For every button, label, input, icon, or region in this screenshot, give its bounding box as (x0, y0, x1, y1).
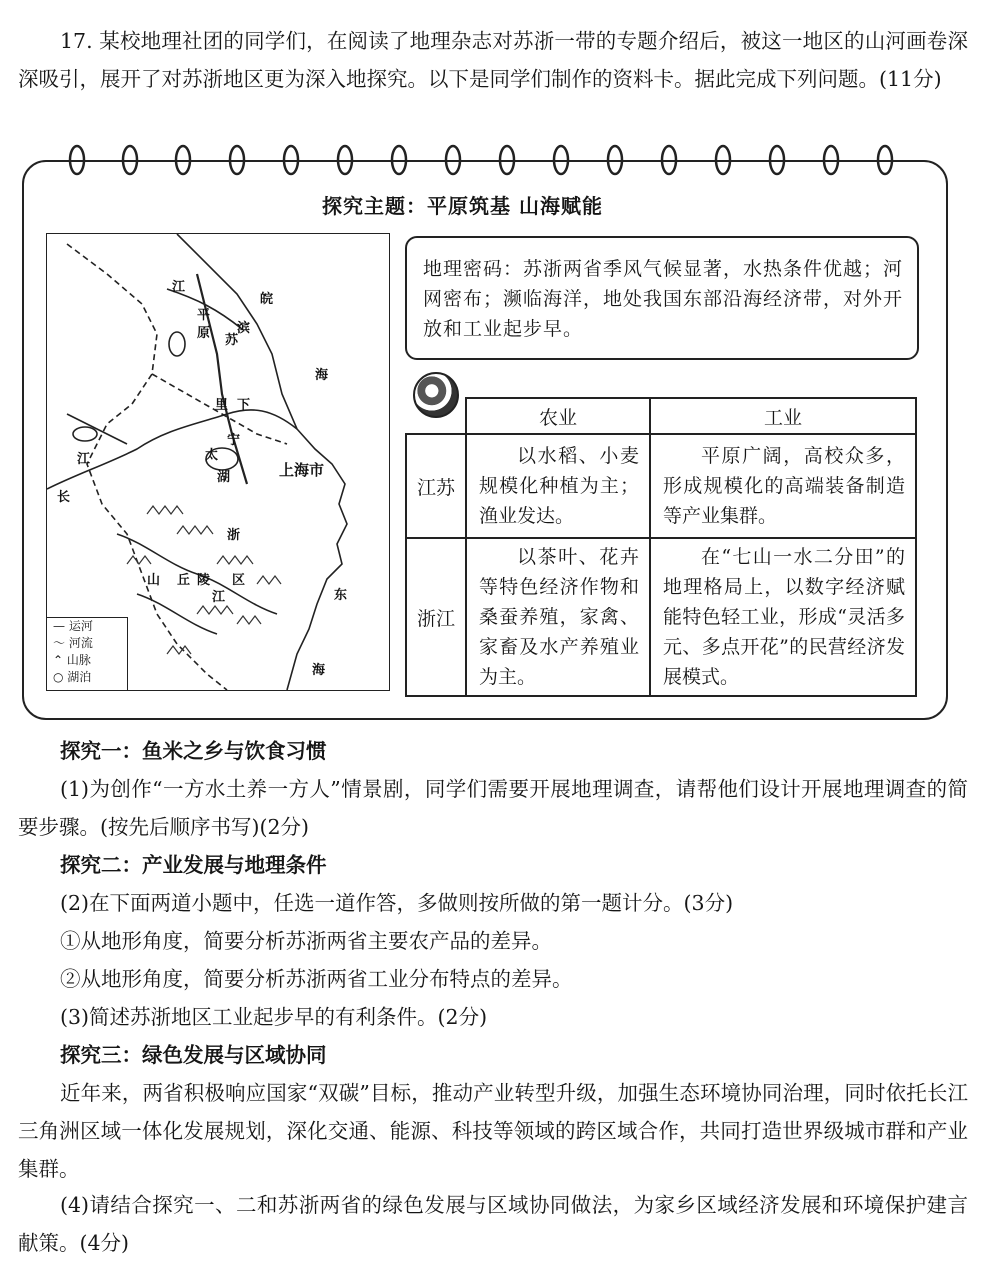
cell-zhejiang-industry: 在“七山一水二分田”的地理格局上，以数字经济赋能特色轻工业，形成“灵活多元、多点开花”的民营经济发展模式。 (650, 538, 916, 696)
section-2-title: 探究二：产业发展与地理条件 (60, 853, 327, 877)
map-label-li: 里 (215, 398, 229, 413)
table-row (406, 434, 916, 538)
question-2-option-1: ①从地形角度，简要分析苏浙两省主要农产品的差异。 (60, 929, 552, 953)
header-agriculture: 农业 (466, 398, 650, 434)
section-3-title: 探究三：绿色发展与区域协同 (60, 1043, 327, 1067)
legend-river: 〜 河流 (53, 636, 93, 650)
map-legend (47, 617, 128, 690)
legend-canal: — 运河 (53, 619, 93, 633)
binder-rings (0, 142, 999, 178)
map-label-hu: 湖 (217, 470, 231, 485)
map-label-chang: 长 (57, 490, 71, 505)
map-label-wan: 皖 (260, 292, 274, 307)
question-1: (1)为创作“一方水土养一方人”情景剧，同学们需要开展地理调查，请帮他们设计开展地理调查的简要步骤。(按先后顺序书写)(2分) (18, 777, 968, 839)
cell-jiangsu-industry: 平原广阔，高校众多，形成规模化的高端装备制造等产业集群。 (650, 434, 916, 538)
row-province-zhejiang: 浙江 (406, 538, 466, 696)
map-label-hai: 海 (315, 368, 329, 383)
section-3-text: 近年来，两省积极响应国家“双碳”目标，推动产业转型升级，加强生态环境协同治理，同时依托长江三角洲区域一体化发展规划，深化交通、能源、科技等领域的跨区域合作，共同打造世界级城市群和产业集群。 (18, 1081, 968, 1181)
su-zhe-map (46, 233, 390, 691)
question-2: (2)在下面两道小题中，任选一道作答，多做则按所做的第一题计分。(3分) (60, 891, 734, 915)
map-label-qu: 区 (232, 573, 246, 588)
map-label-bin: 滨 (237, 321, 251, 336)
table-row (406, 538, 916, 696)
map-label-jiang-3: 江 (212, 590, 226, 605)
question-intro: 17. 某校地理社团的同学们，在阅读了地理杂志对苏浙一带的专题介绍后，被这一地区的山河画卷深深吸引，展开了对苏浙地区更为深入地探究。以下是同学们制作的资料卡。据此完成下列问题。(11分) (18, 29, 968, 91)
map-label-xia: 下 (237, 398, 251, 413)
map-label-shanghai: 上海市 (279, 461, 325, 479)
map-label-su: 苏 (225, 333, 239, 348)
map-label-yuan: 原 (197, 326, 211, 341)
geo-code-box (405, 236, 919, 360)
map-label-qiu: 丘 (177, 573, 191, 588)
map-label-jiang-2: 江 (77, 452, 91, 467)
map-label-tai: 太 (205, 448, 219, 463)
question-2-option-2: ②从地形角度，简要分析苏浙两省工业分布特点的差异。 (60, 967, 573, 991)
map-label-yu: 宁 (227, 433, 241, 448)
map-label-ling: 陵 (197, 573, 211, 588)
question-3: (3)简述苏浙地区工业起步早的有利条件。(2分) (60, 1005, 488, 1029)
map-label-ping: 平 (197, 308, 211, 323)
row-province-jiangsu: 江苏 (406, 434, 466, 538)
map-label-hai-2: 海 (312, 663, 326, 678)
cell-jiangsu-agriculture: 以水稻、小麦规模化种植为主；渔业发达。 (466, 434, 650, 538)
map-label-shan: 山 (147, 573, 161, 588)
legend-lake: ○ 湖泊 (53, 670, 92, 684)
geo-code-text: 地理密码：苏浙两省季风气候显著，水热条件优越；河网密布；濒临海洋，地处我国东部沿海经济带，对外开放和工业起步早。 (423, 258, 904, 340)
question-4: (4)请结合探究一、二和苏浙两省的绿色发展与区域协同做法，为家乡区域经济发展和环境保护建言献策。(4分) (18, 1193, 968, 1255)
legend-mountain: ⌃ 山脉 (53, 653, 91, 667)
table-corner (406, 398, 466, 434)
map-label-dong: 东 (334, 588, 348, 603)
province-table (405, 397, 917, 697)
header-industry: 工业 (650, 398, 916, 434)
card-theme: 探究主题：平原筑基 山海赋能 (322, 194, 603, 218)
cell-zhejiang-agriculture: 以茶叶、花卉等特色经济作物和桑蚕养殖，家禽、家畜及水产养殖业为主。 (466, 538, 650, 696)
map-label-zhe: 浙 (227, 528, 241, 543)
section-1-title: 探究一：鱼米之乡与饮食习惯 (60, 739, 327, 763)
map-label-jiang: 江 (172, 280, 186, 295)
